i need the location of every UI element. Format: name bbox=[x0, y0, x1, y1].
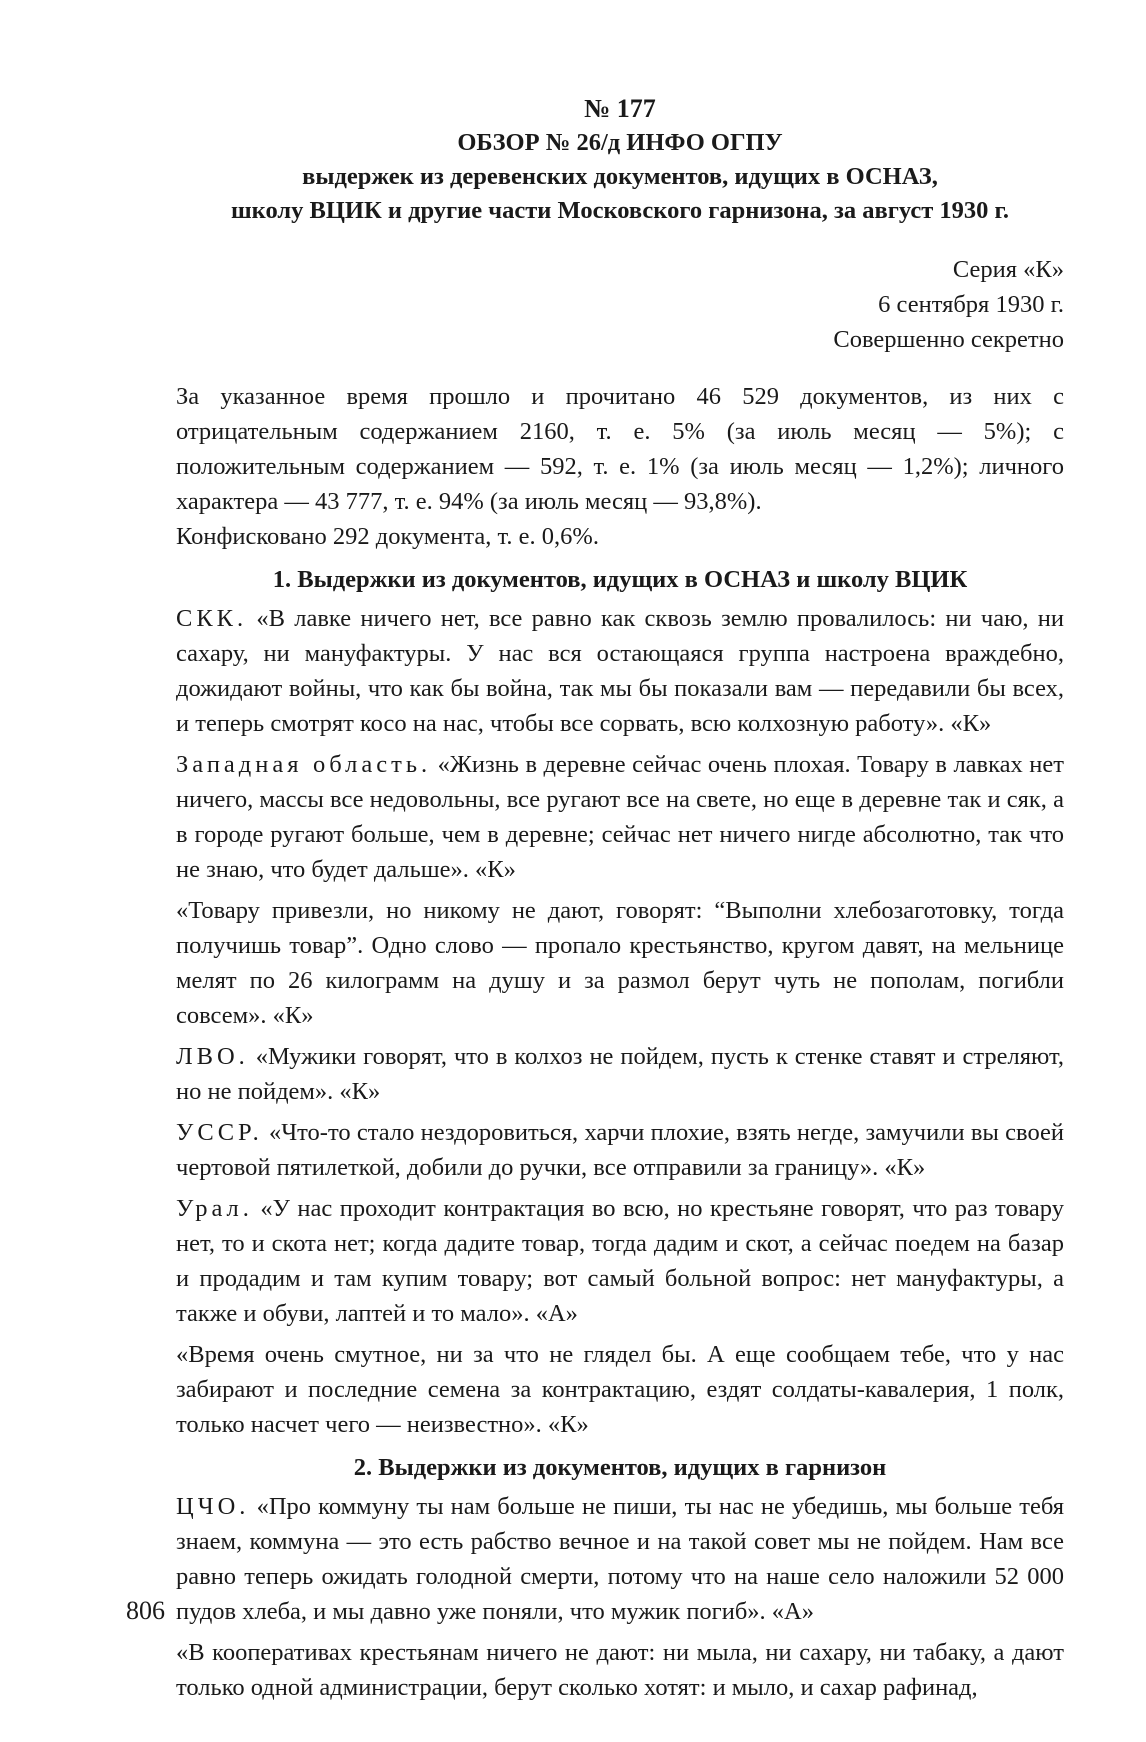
page-number: 806 bbox=[126, 1596, 165, 1625]
excerpt-paragraph bbox=[176, 1191, 1064, 1331]
excerpt-text: «Товару привезли, но никому не дают, говорят: “Выполни хлебозаготовку, тогда получишь товар”. Одно слово — пропало крестьянство, кругом давят, на мельнице мелят по 26 килограмм на душу и за размол берут чуть не пополам, погибли совсем». «К» bbox=[176, 897, 1064, 1029]
section1-entries bbox=[176, 601, 1064, 1442]
excerpt-paragraph bbox=[176, 1635, 1064, 1705]
excerpt-text: «У нас проходит контрактация во всю, но крестьяне говорят, что раз товару нет, то и скота нет; когда дадите товар, тогда дадим и скот, а сейчас поедем на базар и продадим и там купим товару; вот самый больной вопрос: нет мануфактуры, а также и обуви, лаптей и то мало». «А» bbox=[176, 1195, 1064, 1327]
section2-heading: 2. Выдержки из документов, идущих в гарнизон bbox=[353, 1454, 887, 1481]
document-page bbox=[176, 92, 1064, 1705]
region-label: Западная область. bbox=[176, 751, 432, 778]
excerpt-paragraph bbox=[176, 1489, 1064, 1629]
document-title: ОБЗОР № 26/д ИНФО ОГПУ bbox=[457, 129, 783, 156]
excerpt-text: «Что-то стало нездоровиться, харчи плохие, взять негде, замучили вы своей чертовой пятилеткой, добили до ручки, все отправили за границу». «К» bbox=[176, 1119, 1064, 1181]
document-subtitle-line2: школу ВЦИК и другие части Московского гарнизона, за август 1930 г. bbox=[231, 197, 1009, 224]
excerpt-text: «Про коммуну ты нам больше не пиши, ты нас не убедишь, мы больше тебя знаем, коммуна — это есть рабство вечное и на такой совет мы не пойдем. Нам все равно теперь ожидать голодной смерти, потому что на наше село наложили 52 000 пудов хлеба, и мы давно уже поняли, что мужик погиб». «А» bbox=[176, 1493, 1064, 1625]
excerpt-text: «Жизнь в деревне сейчас очень плохая. Товару в лавках нет ничего, массы все недовольны, все ругают все на свете, но еще в деревне так и сяк, а в городе ругают больше, чем в деревне; сейчас нет ничего нигде абсолютно, так что не знаю, что будет дальше». «К» bbox=[176, 751, 1064, 883]
document-meta bbox=[176, 252, 1064, 357]
document-subtitle-line1: выдержек из деревенских документов, идущих в ОСНАЗ, bbox=[302, 163, 938, 190]
excerpt-text: «Мужики говорят, что в колхоз не пойдем, пусть к стенке ставят и стреляют, но не пойдем». «К» bbox=[176, 1043, 1064, 1105]
intro-block bbox=[176, 379, 1064, 554]
excerpt-text: «В кооперативах крестьянам ничего не дают: ни мыла, ни сахару, ни табаку, а дают только одной администрации, берут сколько хотят: и мыло, и сахар рафинад, bbox=[176, 1639, 1064, 1701]
excerpt-paragraph bbox=[176, 747, 1064, 887]
excerpt-text: «В лавке ничего нет, все равно как сквозь землю провалилось: ни чаю, ни сахару, ни мануфактуры. У нас вся остающаяся группа настроена враждебно, дожидают войны, что как бы война, так мы бы показали вам — передавили бы всех, и теперь смотрят косо на нас, чтобы все сорвать, всю колхозную работу». «К» bbox=[176, 605, 1064, 737]
excerpt-paragraph bbox=[176, 893, 1064, 1033]
region-label: ЛВО. bbox=[176, 1043, 249, 1070]
intro-stats: За указанное время прошло и прочитано 46 529 документов, из них с отрицательным содержанием 2160, т. е. 5% (за июль месяц — 5%); с положительным содержанием — 592, т. е. 1% (за июль месяц — 1,2%); личного характера — 43 777, т. е. 94% (за июль месяц — 93,8%). bbox=[176, 383, 1064, 515]
region-label: СКК. bbox=[176, 605, 248, 632]
region-label: Урал. bbox=[176, 1195, 253, 1222]
section2-entries bbox=[176, 1489, 1064, 1705]
region-label: ЦЧО. bbox=[176, 1493, 250, 1520]
series-label: Серия «К» bbox=[952, 256, 1064, 283]
excerpt-paragraph bbox=[176, 1115, 1064, 1185]
region-label: УССР. bbox=[176, 1119, 263, 1146]
excerpt-paragraph bbox=[176, 601, 1064, 741]
document-number: № 177 bbox=[584, 94, 656, 123]
excerpt-text: «Время очень смутное, ни за что не глядел бы. А еще сообщаем тебе, что у нас забирают и последние семена за контрактацию, ездят солдаты-кавалерия, 1 полк, только насчет чего — неизвестно». «К» bbox=[176, 1341, 1064, 1438]
section1-heading: 1. Выдержки из документов, идущих в ОСНАЗ и школу ВЦИК bbox=[272, 566, 968, 593]
intro-confiscated: Конфисковано 292 документа, т. е. 0,6%. bbox=[176, 523, 599, 550]
classification-label: Совершенно секретно bbox=[833, 326, 1064, 353]
document-date: 6 сентября 1930 г. bbox=[878, 291, 1064, 318]
excerpt-paragraph bbox=[176, 1039, 1064, 1109]
excerpt-paragraph bbox=[176, 1337, 1064, 1442]
